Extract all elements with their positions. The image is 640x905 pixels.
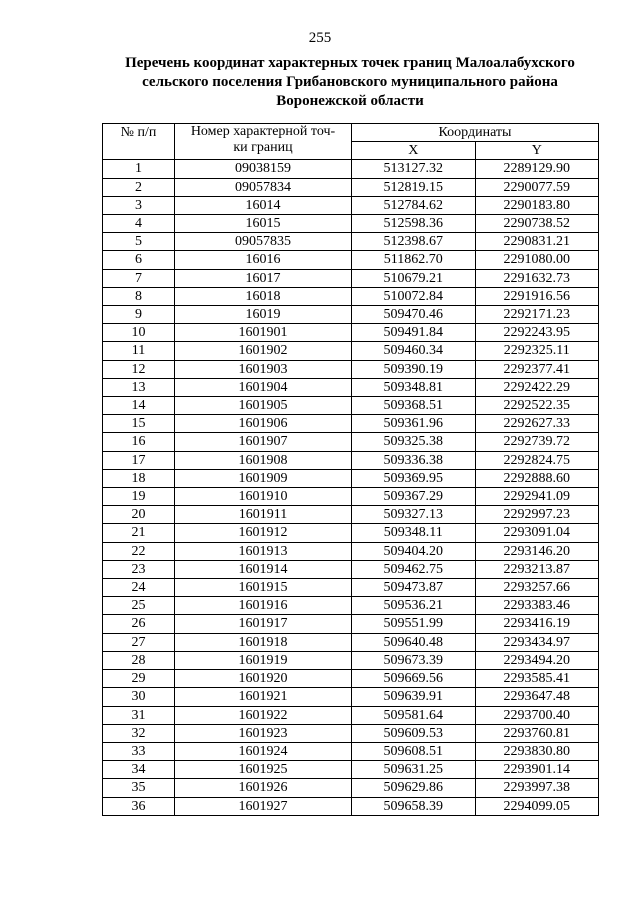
cell-x: 509367.29 <box>352 488 476 506</box>
cell-number: 24 <box>103 579 175 597</box>
table-row <box>103 415 599 433</box>
cell-y: 2293494.20 <box>475 651 599 669</box>
cell-y: 2293585.41 <box>475 670 599 688</box>
table-row <box>103 469 599 487</box>
cell-y: 2289129.90 <box>475 160 599 178</box>
cell-number: 21 <box>103 524 175 542</box>
cell-number: 15 <box>103 415 175 433</box>
cell-number: 4 <box>103 215 175 233</box>
cell-number: 34 <box>103 761 175 779</box>
table-row <box>103 761 599 779</box>
cell-y: 2293700.40 <box>475 706 599 724</box>
cell-y: 2293647.48 <box>475 688 599 706</box>
cell-x: 509658.39 <box>352 797 476 815</box>
table-row <box>103 306 599 324</box>
cell-point-number: 16015 <box>175 215 352 233</box>
cell-x: 509460.34 <box>352 342 476 360</box>
cell-point-number: 1601911 <box>175 506 352 524</box>
table-row <box>103 560 599 578</box>
cell-point-number: 1601913 <box>175 542 352 560</box>
cell-number: 36 <box>103 797 175 815</box>
cell-x: 509361.96 <box>352 415 476 433</box>
cell-x: 509581.64 <box>352 706 476 724</box>
cell-point-number: 1601925 <box>175 761 352 779</box>
cell-x: 509369.95 <box>352 469 476 487</box>
cell-y: 2290831.21 <box>475 233 599 251</box>
title-line-2: сельского поселения Грибановского муниципального района <box>142 74 558 90</box>
cell-x: 512598.36 <box>352 215 476 233</box>
cell-x: 509673.39 <box>352 651 476 669</box>
cell-x: 512784.62 <box>352 196 476 214</box>
cell-x: 509404.20 <box>352 542 476 560</box>
cell-point-number: 1601912 <box>175 524 352 542</box>
cell-x: 509491.84 <box>352 324 476 342</box>
cell-y: 2292627.33 <box>475 415 599 433</box>
cell-point-number: 1601918 <box>175 633 352 651</box>
cell-number: 16 <box>103 433 175 451</box>
cell-point-number: 1601906 <box>175 415 352 433</box>
table-row <box>103 397 599 415</box>
cell-x: 509462.75 <box>352 560 476 578</box>
cell-number: 32 <box>103 724 175 742</box>
table-row <box>103 506 599 524</box>
header-number: № п/п <box>103 124 175 160</box>
cell-x: 509629.86 <box>352 779 476 797</box>
table-row <box>103 324 599 342</box>
cell-x: 509631.25 <box>352 761 476 779</box>
cell-x: 509336.38 <box>352 451 476 469</box>
cell-point-number: 1601923 <box>175 724 352 742</box>
table-row <box>103 542 599 560</box>
cell-number: 11 <box>103 342 175 360</box>
table-row <box>103 233 599 251</box>
cell-y: 2292888.60 <box>475 469 599 487</box>
table-row <box>103 724 599 742</box>
cell-number: 19 <box>103 488 175 506</box>
cell-y: 2293760.81 <box>475 724 599 742</box>
cell-y: 2293434.97 <box>475 633 599 651</box>
cell-y: 2293213.87 <box>475 560 599 578</box>
table-body <box>103 160 599 815</box>
cell-x: 509348.11 <box>352 524 476 542</box>
cell-number: 18 <box>103 469 175 487</box>
cell-x: 512819.15 <box>352 178 476 196</box>
cell-x: 509325.38 <box>352 433 476 451</box>
table-row <box>103 269 599 287</box>
cell-point-number: 1601908 <box>175 451 352 469</box>
cell-number: 35 <box>103 779 175 797</box>
cell-number: 9 <box>103 306 175 324</box>
cell-y: 2291080.00 <box>475 251 599 269</box>
cell-number: 33 <box>103 742 175 760</box>
header-point-line-1: Номер характерной точ- <box>190 124 336 139</box>
table-row <box>103 178 599 196</box>
cell-point-number: 1601910 <box>175 488 352 506</box>
cell-y: 2292941.09 <box>475 488 599 506</box>
table-row <box>103 615 599 633</box>
cell-y: 2292422.29 <box>475 378 599 396</box>
cell-y: 2292997.23 <box>475 506 599 524</box>
cell-x: 509473.87 <box>352 579 476 597</box>
cell-point-number: 1601901 <box>175 324 352 342</box>
cell-x: 512398.67 <box>352 233 476 251</box>
cell-number: 12 <box>103 360 175 378</box>
cell-point-number: 1601904 <box>175 378 352 396</box>
table-row <box>103 342 599 360</box>
coordinates-table <box>102 123 599 816</box>
cell-point-number: 1601903 <box>175 360 352 378</box>
cell-point-number: 1601919 <box>175 651 352 669</box>
cell-x: 510072.84 <box>352 287 476 305</box>
table-row <box>103 160 599 178</box>
cell-x: 509669.56 <box>352 670 476 688</box>
cell-number: 27 <box>103 633 175 651</box>
cell-point-number: 16014 <box>175 196 352 214</box>
table-row <box>103 779 599 797</box>
cell-x: 509368.51 <box>352 397 476 415</box>
table-row <box>103 797 599 815</box>
cell-number: 17 <box>103 451 175 469</box>
header-point-number <box>175 124 352 160</box>
cell-x: 509551.99 <box>352 615 476 633</box>
table-row <box>103 706 599 724</box>
cell-point-number: 1601921 <box>175 688 352 706</box>
header-coordinates: Координаты <box>352 124 599 142</box>
cell-point-number: 1601915 <box>175 579 352 597</box>
cell-y: 2293901.14 <box>475 761 599 779</box>
cell-x: 509609.53 <box>352 724 476 742</box>
cell-x: 509608.51 <box>352 742 476 760</box>
table-row <box>103 742 599 760</box>
cell-number: 31 <box>103 706 175 724</box>
cell-number: 22 <box>103 542 175 560</box>
cell-number: 3 <box>103 196 175 214</box>
header-x: X <box>352 142 476 160</box>
cell-y: 2292171.23 <box>475 306 599 324</box>
cell-number: 14 <box>103 397 175 415</box>
cell-point-number: 16019 <box>175 306 352 324</box>
cell-y: 2293416.19 <box>475 615 599 633</box>
table-row <box>103 287 599 305</box>
cell-number: 8 <box>103 287 175 305</box>
table-row <box>103 651 599 669</box>
table-row <box>103 670 599 688</box>
cell-number: 1 <box>103 160 175 178</box>
cell-point-number: 1601922 <box>175 706 352 724</box>
cell-number: 2 <box>103 178 175 196</box>
table-row <box>103 360 599 378</box>
cell-point-number: 09057835 <box>175 233 352 251</box>
cell-y: 2290183.80 <box>475 196 599 214</box>
cell-x: 509639.91 <box>352 688 476 706</box>
cell-x: 509348.81 <box>352 378 476 396</box>
cell-number: 20 <box>103 506 175 524</box>
page-number: 255 <box>308 30 332 46</box>
cell-point-number: 1601916 <box>175 597 352 615</box>
cell-point-number: 16018 <box>175 287 352 305</box>
table-row <box>103 196 599 214</box>
cell-y: 2291632.73 <box>475 269 599 287</box>
cell-number: 29 <box>103 670 175 688</box>
cell-y: 2292377.41 <box>475 360 599 378</box>
cell-point-number: 1601917 <box>175 615 352 633</box>
title-line-1: Перечень координат характерных точек границ Малоалабухского <box>125 55 575 71</box>
cell-y: 2293997.38 <box>475 779 599 797</box>
cell-number: 28 <box>103 651 175 669</box>
cell-y: 2293257.66 <box>475 579 599 597</box>
cell-x: 509640.48 <box>352 633 476 651</box>
cell-x: 510679.21 <box>352 269 476 287</box>
table-row <box>103 215 599 233</box>
cell-number: 30 <box>103 688 175 706</box>
cell-point-number: 1601914 <box>175 560 352 578</box>
cell-point-number: 1601926 <box>175 779 352 797</box>
cell-number: 5 <box>103 233 175 251</box>
cell-y: 2292325.11 <box>475 342 599 360</box>
cell-x: 511862.70 <box>352 251 476 269</box>
cell-y: 2293830.80 <box>475 742 599 760</box>
table-row <box>103 688 599 706</box>
cell-x: 509327.13 <box>352 506 476 524</box>
table-row <box>103 451 599 469</box>
cell-point-number: 1601927 <box>175 797 352 815</box>
header-y: Y <box>475 142 599 160</box>
cell-point-number: 09038159 <box>175 160 352 178</box>
cell-point-number: 1601907 <box>175 433 352 451</box>
table-row <box>103 378 599 396</box>
header-point-line-2: ки границ <box>233 140 293 155</box>
table-row <box>103 433 599 451</box>
cell-number: 25 <box>103 597 175 615</box>
table-row <box>103 579 599 597</box>
cell-y: 2293091.04 <box>475 524 599 542</box>
cell-x: 513127.32 <box>352 160 476 178</box>
cell-point-number: 1601924 <box>175 742 352 760</box>
table-header <box>103 124 599 160</box>
cell-point-number: 1601920 <box>175 670 352 688</box>
cell-y: 2292739.72 <box>475 433 599 451</box>
cell-number: 26 <box>103 615 175 633</box>
cell-point-number: 1601905 <box>175 397 352 415</box>
table-row <box>103 524 599 542</box>
cell-number: 7 <box>103 269 175 287</box>
cell-y: 2293146.20 <box>475 542 599 560</box>
cell-point-number: 16017 <box>175 269 352 287</box>
table-row <box>103 633 599 651</box>
cell-y: 2292243.95 <box>475 324 599 342</box>
cell-y: 2292824.75 <box>475 451 599 469</box>
cell-number: 10 <box>103 324 175 342</box>
cell-y: 2290077.59 <box>475 178 599 196</box>
cell-x: 509470.46 <box>352 306 476 324</box>
cell-y: 2291916.56 <box>475 287 599 305</box>
cell-point-number: 16016 <box>175 251 352 269</box>
cell-y: 2290738.52 <box>475 215 599 233</box>
cell-point-number: 1601909 <box>175 469 352 487</box>
cell-x: 509390.19 <box>352 360 476 378</box>
cell-y: 2293383.46 <box>475 597 599 615</box>
document-title <box>80 54 620 111</box>
cell-point-number: 09057834 <box>175 178 352 196</box>
cell-number: 6 <box>103 251 175 269</box>
cell-y: 2294099.05 <box>475 797 599 815</box>
table-row <box>103 488 599 506</box>
table-row <box>103 251 599 269</box>
cell-point-number: 1601902 <box>175 342 352 360</box>
title-line-3: Воронежской области <box>276 93 424 109</box>
cell-number: 13 <box>103 378 175 396</box>
cell-x: 509536.21 <box>352 597 476 615</box>
table-row <box>103 597 599 615</box>
cell-number: 23 <box>103 560 175 578</box>
cell-y: 2292522.35 <box>475 397 599 415</box>
